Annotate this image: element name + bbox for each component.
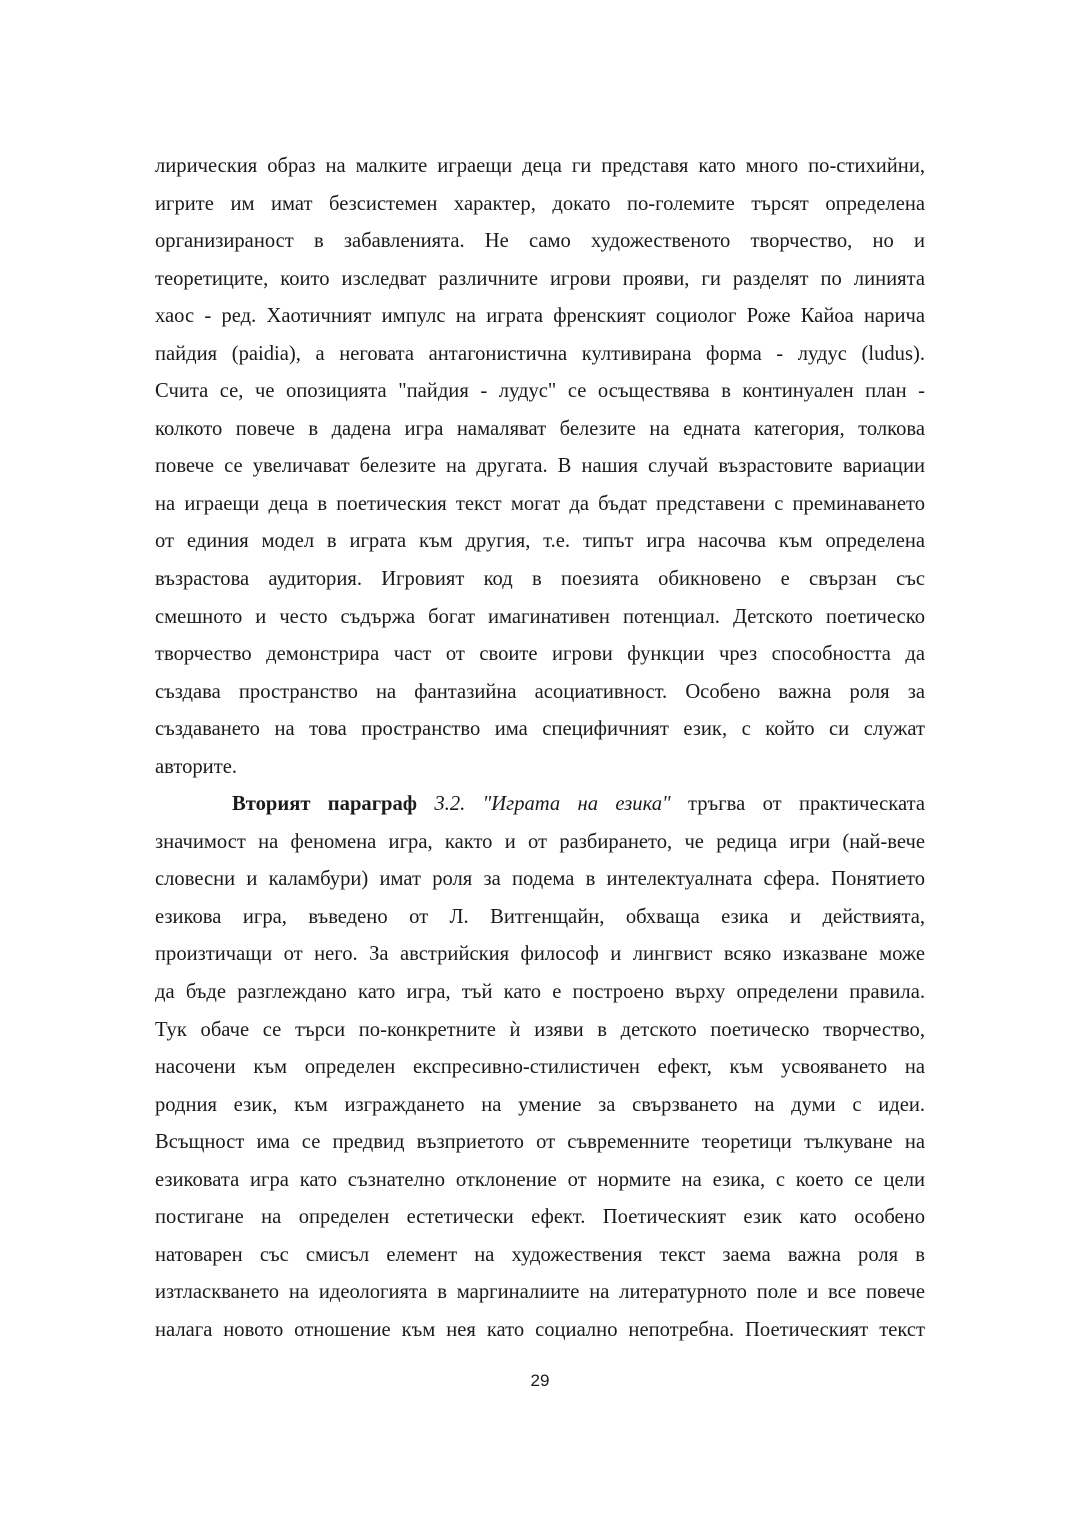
text-line: произтичащи от него. За австрийския философ и лингвист всяко изказване може	[155, 943, 925, 966]
text-line: езиковата игра като съзнателно отклонение от нормите на езика, с което се цели	[155, 1168, 925, 1191]
text-line: налага новото отношение към нея като социално непотребна. Поетическият текст	[155, 1318, 925, 1341]
text-line: лирическия образ на малките играещи деца ги представя като много по-стихийни,	[155, 155, 925, 177]
text-line: хаос - ред. Хаотичният импулс на играта френският социолог Роже Кайоа нарича	[155, 305, 925, 328]
text-line: от единия модел в играта към другия, т.е. типът игра насочва към определена	[155, 530, 925, 553]
text-line: възрастова аудитория. Игровият код в поезията обикновено е свързан със	[155, 568, 925, 591]
text-line: творчество демонстрира част от своите игрови функции чрез способността да	[155, 643, 925, 666]
paragraph-1	[155, 148, 925, 786]
text-line: теоретиците, които изследват различните игрови прояви, ги разделят по линията	[155, 267, 925, 290]
text-line: създава пространство на фантазийна асоциативност. Особено важна роля за	[155, 680, 925, 703]
text-line: значимост на феномена игра, както и от разбирането, че редица игри (най-вече	[155, 830, 925, 853]
text-line: да бъде разглеждано като игра, тъй като е построено върху определени правила.	[155, 981, 925, 1004]
text-line: езикова игра, въведено от Л. Витгенщайн, обхваща езика и действията,	[155, 905, 925, 928]
text-line: игрите им имат безсистемен характер, докато по-големите търсят определена	[155, 192, 925, 215]
text-line: колкото повече в дадена игра намаляват белезите на едната категория, толкова	[155, 417, 925, 440]
text-line: авторите.	[155, 755, 237, 778]
text-line: родния език, към изграждането на умение за свързването на думи с идеи.	[155, 1093, 925, 1116]
text-line: насочени към определен експресивно-стилистичен ефект, към усвояването на	[155, 1056, 925, 1079]
text-line: натоварен със смисъл елемент на художествения текст заема важна роля в	[155, 1243, 925, 1266]
section-title: 3.2. "Играта на езика"	[434, 793, 671, 816]
text-line: Тук обаче се търси по-конкретните ѝ изяви в детското поетическо творчество,	[155, 1018, 925, 1041]
text-line: повече се увеличават белезите на другата. В нашия случай възрастовите вариации	[155, 455, 925, 478]
text-line: създаването на това пространство има специфичният език, с който си служат	[155, 718, 925, 741]
page-number: 29	[530, 1371, 550, 1390]
text-line: постигане на определен естетически ефект. Поетическият език като особено	[155, 1206, 925, 1229]
paragraph-2	[155, 786, 925, 1349]
text-line: Счита се, че опозицията "пайдия - лудус" се осъществява в континуален план -	[155, 380, 925, 403]
text-segment: тръгва от практическата	[670, 793, 926, 816]
text-line: Всъщност има се предвид възприетото от съвременните теоретици тълкуване на	[155, 1131, 925, 1154]
text-line: пайдия (paidia), а неговата антагонистична култивирана форма - лудус (ludus).	[155, 342, 925, 365]
text-line: смешното и често съдържа богат имагинативен потенциал. Детското поетическо	[155, 605, 925, 628]
text-line: словесни и каламбури) имат роля за подема в интелектуалната сфера. Понятието	[155, 868, 925, 891]
text-line: организираност в забавленията. Не само художественото творчество, но и	[155, 230, 925, 253]
text-line: на играещи деца в поетическия текст могат да бъдат представени с преминаването	[155, 492, 925, 515]
section-lead: Вторият параграф	[232, 793, 418, 816]
body-text	[155, 148, 925, 1350]
text-line: изтласкването на идеологията в маргиналиите на литературното поле и все повече	[155, 1281, 925, 1304]
paragraph-2-first-line	[155, 786, 925, 824]
